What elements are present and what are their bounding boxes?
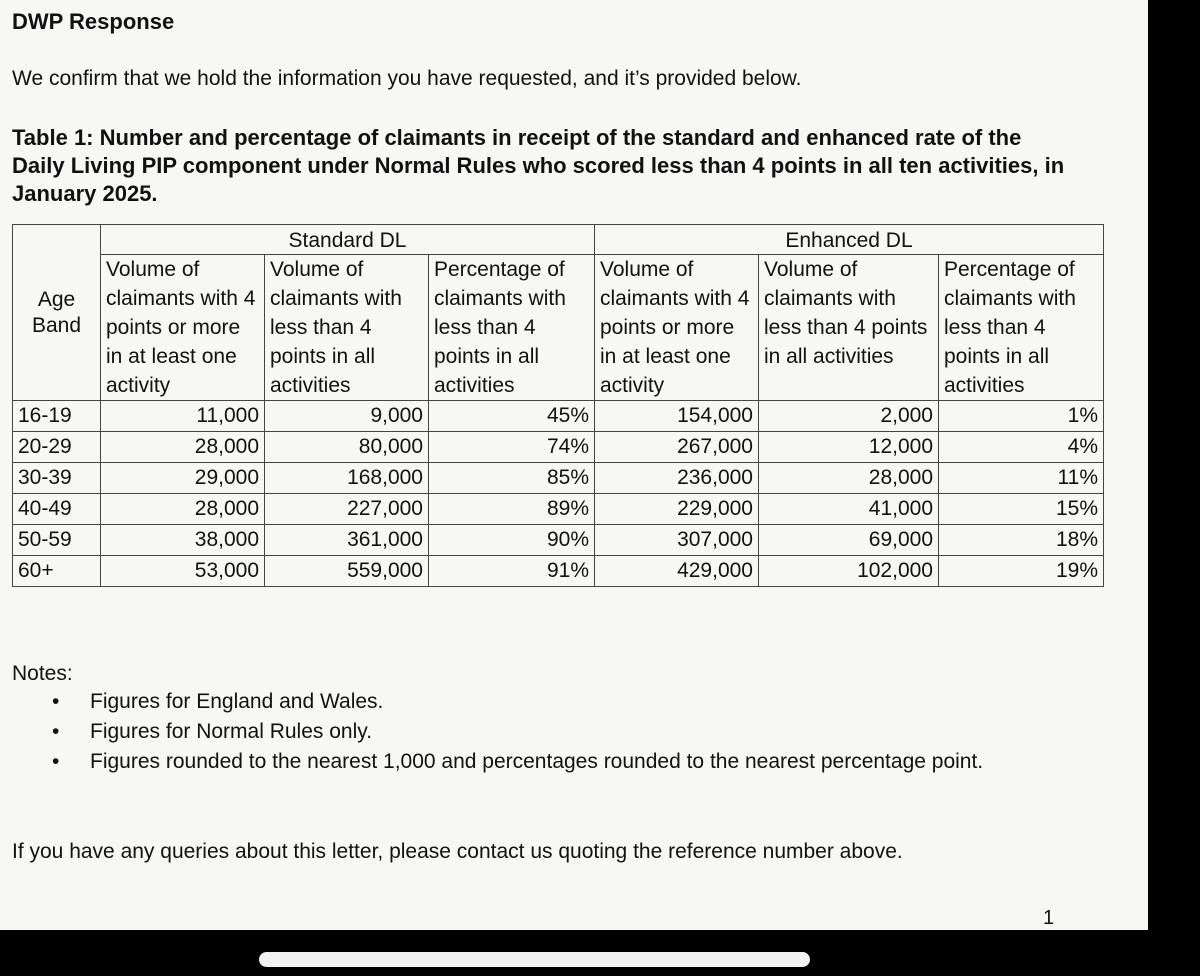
table-cell: 38,000	[101, 525, 265, 556]
age-band-cell: 40-49	[13, 494, 101, 525]
closing-text: If you have any queries about this letter, please contact us quoting the reference number above.	[12, 840, 903, 863]
table-cell: 80,000	[265, 432, 429, 463]
table-cell: 28,000	[759, 463, 939, 494]
table-row	[13, 525, 1104, 556]
column-header: Percentage of claimants with less than 4 points in all activities	[939, 255, 1104, 401]
table-row	[13, 494, 1104, 525]
table-cell: 18%	[939, 525, 1104, 556]
table-row	[13, 463, 1104, 494]
table-cell: 90%	[429, 525, 595, 556]
list-item	[12, 717, 1052, 747]
page-number: 1	[1043, 907, 1055, 929]
table-cell: 12,000	[759, 432, 939, 463]
list-item	[12, 747, 1052, 777]
age-band-cell: 16-19	[13, 401, 101, 432]
table-cell: 45%	[429, 401, 595, 432]
age-band-header: Age Band	[13, 225, 101, 401]
note-text: Figures for England and Wales.	[90, 690, 384, 713]
table-cell: 102,000	[759, 556, 939, 587]
enhanced-dl-header: Enhanced DL	[595, 225, 1104, 255]
table-cell: 361,000	[265, 525, 429, 556]
claimants-table	[12, 224, 1104, 587]
intro-text: We confirm that we hold the information you have requested, and it’s provided below.	[12, 67, 802, 90]
age-band-cell: 50-59	[13, 525, 101, 556]
table-row	[13, 556, 1104, 587]
notes-title: Notes:	[12, 662, 73, 685]
column-header: Volume of claimants with 4 points or more in at least one activity	[101, 255, 265, 401]
table-cell: 11,000	[101, 401, 265, 432]
table-cell: 4%	[939, 432, 1104, 463]
bullet-icon: •	[52, 750, 60, 773]
age-band-cell: 60+	[13, 556, 101, 587]
age-band-cell: 30-39	[13, 463, 101, 494]
table-cell: 227,000	[265, 494, 429, 525]
table-cell: 85%	[429, 463, 595, 494]
table-cell: 11%	[939, 463, 1104, 494]
column-header: Volume of claimants with less than 4 points in all activities	[265, 255, 429, 401]
page-heading: DWP Response	[12, 9, 175, 34]
notes-section	[12, 660, 1052, 777]
note-text: Figures rounded to the nearest 1,000 and percentages rounded to the nearest percentage point.	[90, 750, 984, 773]
age-band-cell: 20-29	[13, 432, 101, 463]
table-caption: Table 1: Number and percentage of claimants in receipt of the standard and enhanced rate of the Daily Living PIP component under Normal Rules who scored less than 4 points in all ten activities, in January 2025.	[12, 125, 1065, 206]
notes-list	[12, 687, 1052, 777]
table-cell: 559,000	[265, 556, 429, 587]
table-cell: 53,000	[101, 556, 265, 587]
column-header: Percentage of claimants with less than 4 points in all activities	[429, 255, 595, 401]
table-row	[13, 432, 1104, 463]
bullet-icon: •	[52, 690, 60, 713]
table-cell: 229,000	[595, 494, 759, 525]
table-cell: 9,000	[265, 401, 429, 432]
note-text: Figures for Normal Rules only.	[90, 720, 373, 743]
table-cell: 168,000	[265, 463, 429, 494]
table-cell: 236,000	[595, 463, 759, 494]
table-cell: 429,000	[595, 556, 759, 587]
bullet-icon: •	[52, 720, 60, 743]
table-cell: 154,000	[595, 401, 759, 432]
table-body	[13, 401, 1104, 587]
claimants-table-wrapper	[12, 224, 1104, 587]
table-cell: 69,000	[759, 525, 939, 556]
table-cell: 2,000	[759, 401, 939, 432]
table-cell: 28,000	[101, 494, 265, 525]
list-item	[12, 687, 1052, 717]
table-row	[13, 401, 1104, 432]
column-header: Volume of claimants with less than 4 points in all activities	[759, 255, 939, 401]
table-cell: 29,000	[101, 463, 265, 494]
table-cell: 89%	[429, 494, 595, 525]
column-header: Volume of claimants with 4 points or more in at least one activity	[595, 255, 759, 401]
table-cell: 41,000	[759, 494, 939, 525]
table-cell: 28,000	[101, 432, 265, 463]
table-cell: 74%	[429, 432, 595, 463]
table-cell: 1%	[939, 401, 1104, 432]
table-cell: 19%	[939, 556, 1104, 587]
table-cell: 91%	[429, 556, 595, 587]
table-cell: 307,000	[595, 525, 759, 556]
table-cell: 267,000	[595, 432, 759, 463]
standard-dl-header: Standard DL	[101, 225, 595, 255]
home-indicator[interactable]	[259, 952, 810, 967]
table-cell: 15%	[939, 494, 1104, 525]
